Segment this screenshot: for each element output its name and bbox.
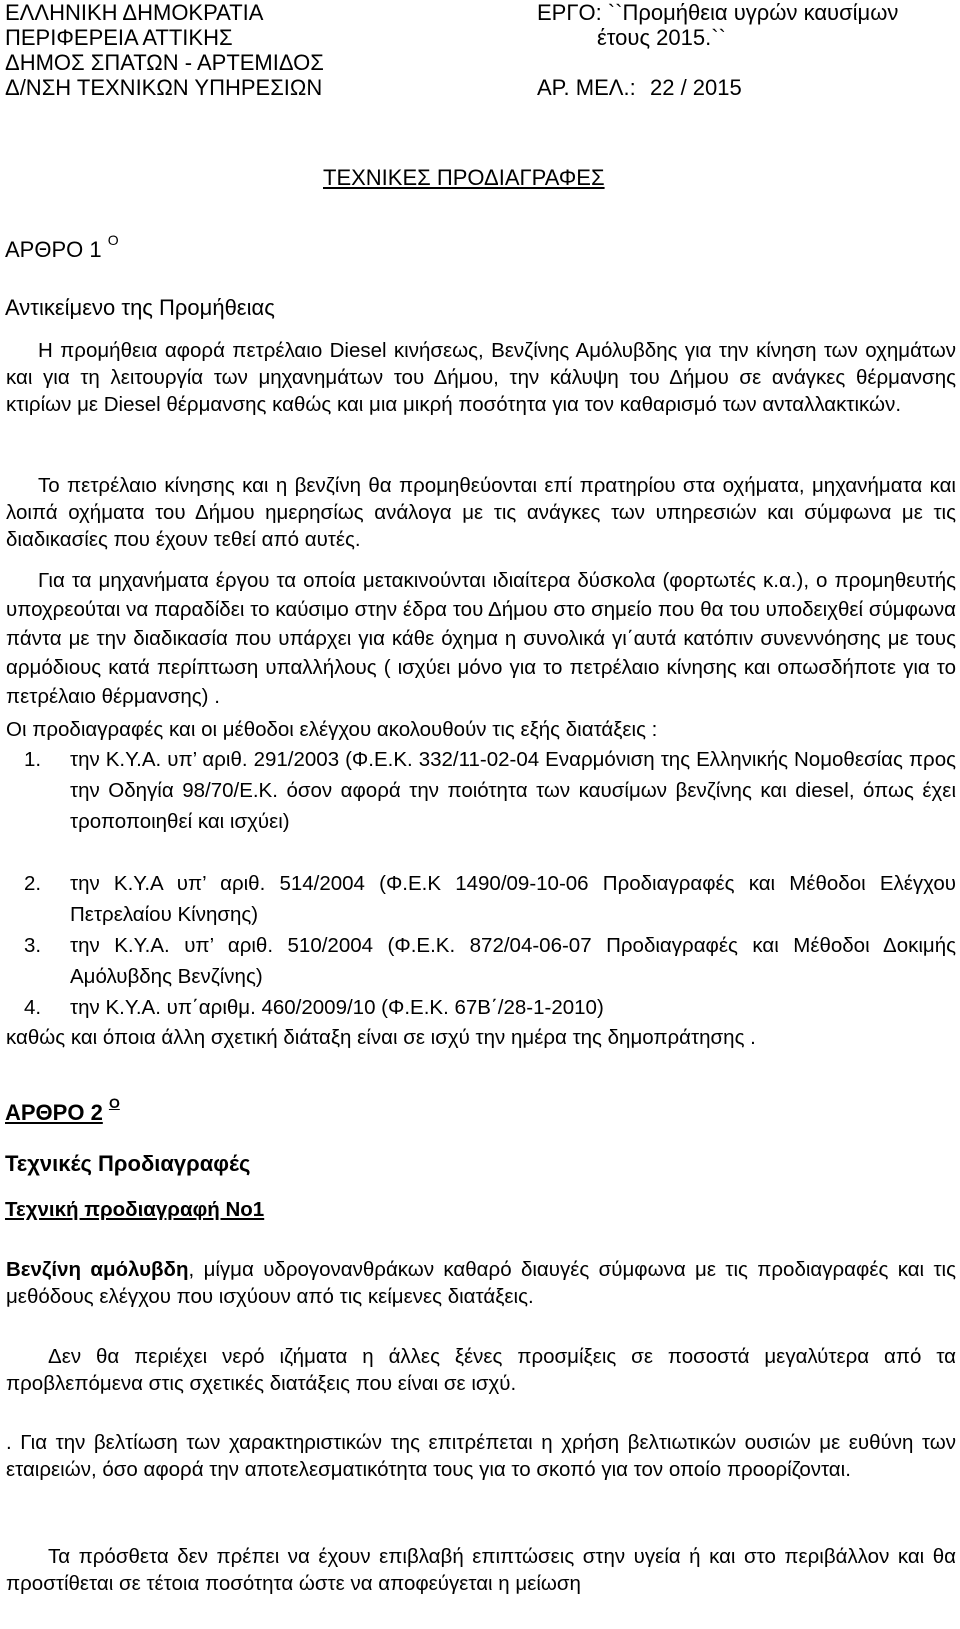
list-item-number: 2. xyxy=(24,872,42,895)
project-line-1: ΕΡΓΟ: ``Προμήθεια υγρών καυσίμων xyxy=(537,0,899,25)
article2-heading-sup: Ο xyxy=(108,1095,120,1111)
list-item-text: την Κ.Υ.Α. υπ’ αριθ. 291/2003 (Φ.Ε.Κ. 332/11-02-04 Εναρμόνιση της Ελληνικής Νομοθεσίας προς την Οδηγία 98/70/Ε.Κ. όσον αφορά την ποιότητα των καυσίμων βενζίνης και diesel, όπως έχει τροποποιηθεί και ισχύει) xyxy=(70,748,956,833)
article2-subject: Τεχνικές Προδιαγραφές xyxy=(5,1151,251,1176)
page-title: ΤΕΧΝΙΚΕΣ ΠΡΟΔΙΑΓΡΑΦΕΣ xyxy=(323,165,605,190)
article1-subject: Αντικείμενο της Προμήθειας xyxy=(5,295,275,320)
list-item xyxy=(24,744,956,837)
ref-value: 22 / 2015 xyxy=(650,75,742,100)
spec-title: Τεχνική προδιαγραφή Νο1 xyxy=(5,1198,265,1221)
article1-paragraph-3: Για τα μηχανήματα έργου τα οποία μετακινούνται ιδιαίτερα δύσκολα (φορτωτές κ.α.), ο προμηθευτής υποχρεούται να παραδίδει το καύσιμο στην έδρα του Δήμου στο σημείο που θα του υποδειχθεί σύμφωνα πάντα με την διαδικασία που υπάρχει για κάθε όχημα η συνολικά γι΄αυτά κατόπιν συνεννόησης με τους αρμόδιους κατά περίπτωση υπαλλήλους ( ισχύει μόνο για το πετρέλαιο κίνησης και οπωσδήποτε για το πετρέλαιο θέρμανσης) . xyxy=(6,569,956,708)
article1-paragraph-1: Η προμήθεια αφορά πετρέλαιο Diesel κινήσεως, Βενζίνης Αμόλυβδης για την κίνηση των οχημάτων και για τη λειτουργία των μηχανημάτων του Δήμου, την κάλυψη του Δήμου σε ανάγκες θέρμανσης κτιρίων με Diesel θέρμανσης καθώς και μια μικρή ποσότητα για τον καθαρισμό των ανταλλακτικών. xyxy=(6,339,956,416)
list-item-number: 4. xyxy=(24,996,42,1019)
list-item-text: την Κ.Υ.Α. υπ’ αριθ. 510/2004 (Φ.Ε.Κ. 872/04-06-07 Προδιαγραφές και Μέθοδοι Δοκιμής Αμόλυβδης Βενζίνης) xyxy=(70,934,956,988)
project-line-2: έτους 2015.`` xyxy=(597,25,726,50)
header-line-2: ΠΕΡΙΦΕΡΕΙΑ ΑΤΤΙΚΗΣ xyxy=(5,25,233,50)
article2-heading xyxy=(5,1095,120,1127)
article1-paragraph-5: καθώς και όποια άλλη σχετική διάταξη είναι σε ισχύ την ημέρα της δημοπράτησης . xyxy=(6,1026,756,1049)
list-item xyxy=(24,930,956,992)
list-item xyxy=(24,868,956,930)
ref-label: ΑΡ. ΜΕΛ.: xyxy=(537,75,636,100)
article2-paragraph-2: Δεν θα περιέχει νερό ιζήματα η άλλες ξένες προσμίξεις σε ποσοστά μεγαλύτερα από τα προβλεπόμενα στις σχετικές διατάξεις που είναι σε ισχύ. xyxy=(6,1345,956,1395)
article1-paragraph-2: Το πετρέλαιο κίνησης και η βενζίνη θα προμηθεύονται επί πρατηρίου στα οχήματα, μηχανήματα και λοιπά οχήματα του Δήμου ημερησίως ανάλογα με τις ανάγκες των υπηρεσιών και σύμφωνα με τις διαδικασίες που έχουν τεθεί από αυτές. xyxy=(6,474,956,551)
article1-heading xyxy=(5,232,119,264)
article2-paragraph-3: . Για την βελτίωση των χαρακτηριστικών της επιτρέπεται η χρήση βελτιωτικών ουσιών με ευθύνη των εταιρειών, όσο αφορά την αποτελεσματικότητα τους για το σκοπό για τον οποίο προορίζονται. xyxy=(6,1431,956,1481)
article2-paragraph-4: Τα πρόσθετα δεν πρέπει να έχουν επιβλαβή επιπτώσεις στην υγεία ή και στο περιβάλλον και θα προστίθεται σε τέτοια ποσότητα ώστε να αποφεύγεται η μείωση xyxy=(6,1545,956,1595)
article1-paragraph-4: Οι προδιαγραφές και οι μέθοδοι ελέγχου ακολουθούν τις εξής διατάξεις : xyxy=(6,718,658,741)
article2-heading-text: ΑΡΘΡΟ 2 xyxy=(5,1100,103,1125)
list-item-number: 3. xyxy=(24,934,42,957)
article2-paragraph-1 xyxy=(6,1256,956,1310)
article2-paragraph-1-bold: Βενζίνη αμόλυβδη xyxy=(6,1258,189,1281)
list-item-text: την Κ.Υ.Α υπ’ αριθ. 514/2004 (Φ.Ε.Κ 1490/09-10-06 Προδιαγραφές και Μέθοδοι Ελέγχου Πετρελαίου Κίνησης) xyxy=(70,872,956,926)
list-item-text: την Κ.Υ.Α. υπ΄αριθμ. 460/2009/10 (Φ.Ε.Κ. 67Β΄/28-1-2010) xyxy=(70,996,604,1019)
header-line-4: Δ/ΝΣΗ ΤΕΧΝΙΚΩΝ ΥΠΗΡΕΣΙΩΝ xyxy=(5,75,323,100)
header-line-1: ΕΛΛΗΝΙΚΗ ΔΗΜΟΚΡΑΤΙΑ xyxy=(5,0,264,25)
article1-heading-sup: Ο xyxy=(107,232,119,248)
article2-paragraph-1-rest: , μίγμα υδρογονανθράκων καθαρό διαυγές σύμφωνα με τις προδιαγραφές και τις μεθόδους ελέγχου που ισχύουν από τις κείμενες διατάξεις. xyxy=(6,1258,956,1308)
list-item-number: 1. xyxy=(24,748,42,771)
article1-heading-text: ΑΡΘΡΟ 1 xyxy=(5,237,102,262)
header-line-3: ΔΗΜΟΣ ΣΠΑΤΩΝ - ΑΡΤΕΜΙΔΟΣ xyxy=(5,50,324,75)
list-item xyxy=(24,992,956,1023)
